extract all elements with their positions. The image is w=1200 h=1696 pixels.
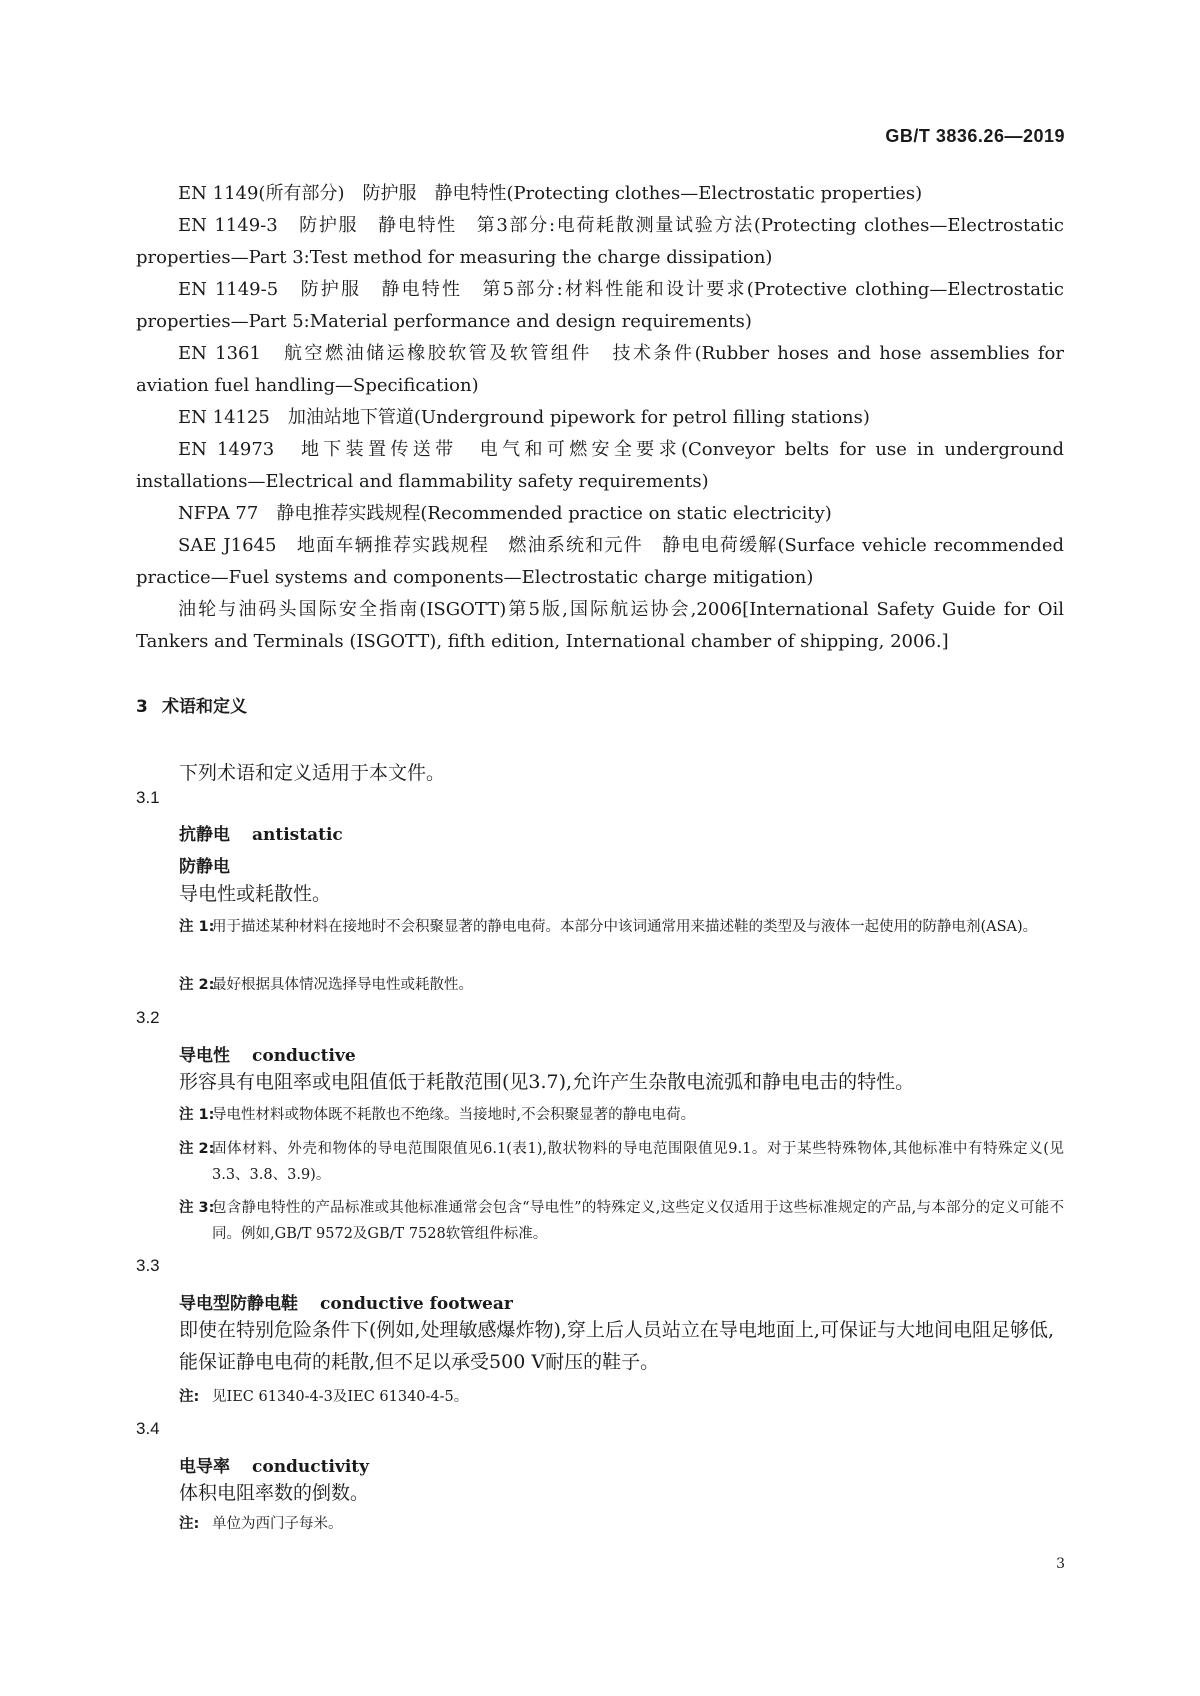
term-chinese: 抗静电 [179, 825, 230, 845]
term-number: 3.4 [136, 1419, 160, 1438]
section-intro: 下列术语和定义适用于本文件。 [179, 762, 446, 784]
standard-number: GB/T 3836.26—2019 [885, 126, 1065, 146]
note-text: 单位为西门子每米。 [212, 1516, 343, 1532]
note-text: 包含静电特性的产品标准或其他标准通常会包含“导电性”的特殊定义,这些定义仅适用于这些标准规定的产品,与本部分的定义可能不同。例如,GB/T 9572及GB/T 7528软管组件标准。 [212, 1200, 1064, 1242]
term-number: 3.1 [136, 788, 160, 807]
note [179, 914, 1064, 940]
reference-item: EN 1361 航空燃油储运橡胶软管及软管组件 技术条件(Rubber hoses and hose assemblies for aviation fuel handling—Specification) [136, 343, 1064, 396]
note [179, 1384, 1064, 1410]
term-english: antistatic [252, 825, 343, 845]
page-number: 3 [1056, 1556, 1065, 1572]
note [179, 972, 1064, 998]
term-english: conductivity [252, 1457, 370, 1477]
term-definition: 即使在特别危险条件下(例如,处理敏感爆炸物),穿上后人员站立在导电地面上,可保证与大地间电阻足够低,能保证静电电荷的耗散,但不足以承受500 V耐压的鞋子。 [179, 1319, 1054, 1373]
term-definition: 导电性或耗散性。 [179, 883, 332, 905]
term-chinese: 电导率 [179, 1457, 230, 1477]
term-number: 3.2 [136, 1008, 160, 1027]
note-label: 注 1: [179, 1107, 215, 1123]
reference-item: EN 14125 加油站地下管道(Underground pipework for petrol filling stations) [178, 407, 870, 428]
term-synonym: 防静电 [179, 857, 230, 877]
note-text: 最好根据具体情况选择导电性或耗散性。 [212, 977, 473, 993]
reference-item: EN 14973 地下装置传送带 电气和可燃安全要求(Conveyor belts for use in underground installations—Electrical and flammability safety requirements) [136, 439, 1065, 492]
term-chinese: 导电性 [179, 1046, 230, 1066]
term-title [179, 1041, 356, 1066]
term-title [179, 1289, 513, 1314]
note-text: 导电性材料或物体既不耗散也不绝缘。当接地时,不会积聚显著的静电电荷。 [212, 1107, 696, 1123]
term-title [179, 820, 343, 845]
reference-list [136, 178, 1064, 658]
reference-item: SAE J1645 地面车辆推荐实践规程 燃油系统和元件 静电电荷缓解(Surface vehicle recommended practice—Fuel systems and components—Electrostatic charge mitigation) [136, 535, 1064, 588]
term-chinese: 导电型防静电鞋 [179, 1294, 298, 1314]
reference-item: EN 1149(所有部分) 防护服 静电特性(Protecting clothes—Electrostatic properties) [178, 183, 923, 204]
note [179, 1102, 1064, 1128]
reference-item: NFPA 77 静电推荐实践规程(Recommended practice on static electricity) [178, 503, 832, 524]
note-text: 固体材料、外壳和物体的导电范围限值见6.1(表1),散状物料的导电范围限值见9.1。对于某些特殊物体,其他标准中有特殊定义(见3.3、3.8、3.9)。 [212, 1141, 1064, 1183]
note-label: 注 2: [179, 1141, 215, 1157]
section-title: 术语和定义 [162, 697, 247, 717]
note-label: 注 3: [179, 1200, 215, 1216]
reference-item: EN 1149-3 防护服 静电特性 第3部分:电荷耗散测量试验方法(Protecting clothes—Electrostatic properties—Part 3:Test method for measuring the charge dissipation) [136, 215, 1064, 268]
note [179, 1195, 1064, 1247]
note-label: 注: [179, 1389, 200, 1405]
note [179, 1511, 1064, 1537]
term-definition: 形容具有电阻率或电阻值低于耗散范围(见3.7),允许产生杂散电流弧和静电电击的特性。 [179, 1071, 915, 1093]
note-text: 见IEC 61340-4-3及IEC 61340-4-5。 [212, 1389, 469, 1405]
reference-item: 油轮与油码头国际安全指南(ISGOTT)第5版,国际航运协会,2006[International Safety Guide for Oil Tankers and Terminals (ISGOTT), fifth edition, International chamber of shipping, 2006.] [136, 599, 1064, 652]
section-number: 3 [136, 697, 148, 717]
note-label: 注 1: [179, 919, 215, 935]
note-label: 注 2: [179, 977, 215, 993]
reference-item: EN 1149-5 防护服 静电特性 第5部分:材料性能和设计要求(Protective clothing—Electrostatic properties—Part 5:Material performance and design requirements) [136, 279, 1064, 332]
term-definition: 体积电阻率数的倒数。 [179, 1482, 370, 1504]
note [179, 1136, 1064, 1188]
term-title [179, 1452, 369, 1477]
term-english: conductive [252, 1046, 356, 1066]
term-number: 3.3 [136, 1256, 160, 1275]
note-label: 注: [179, 1516, 200, 1532]
note-text: 用于描述某种材料在接地时不会积聚显著的静电电荷。本部分中该词通常用来描述鞋的类型及与液体一起使用的防静电剂(ASA)。 [212, 919, 1038, 935]
term-english: conductive footwear [320, 1294, 513, 1314]
section-heading [136, 692, 247, 717]
